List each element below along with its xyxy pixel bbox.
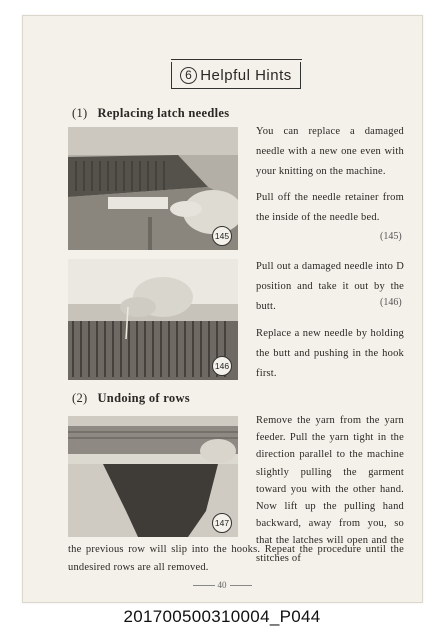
figure-label-145: 145: [212, 226, 232, 246]
title-text: Helpful Hints: [200, 66, 292, 84]
paragraph-replace-new-needle: Replace a new needle by holding the butt and pushing in the hook first.: [256, 328, 404, 379]
section-number: (1): [72, 106, 88, 120]
page-title: [171, 62, 301, 89]
image-caption: 201700500310004_P044: [123, 607, 321, 626]
page-number: [0, 580, 444, 590]
paragraph-pull-needle: Pull out a damaged needle into D position and take it out by the butt.: [256, 261, 404, 312]
section-number: (2): [72, 391, 88, 405]
title-number: 6: [180, 67, 197, 84]
figure-ref-145: (145): [380, 231, 402, 242]
paragraph-undoing-rows-side: Remove the yarn from the yarn feeder. Pull the yarn tight in the direction parallel to the machine slightly pulling the garment toward you with the other hand. Now lift up the pulling hand backward, away from you, so that the latches will open and the stitches of: [256, 415, 404, 564]
paragraph-needle-retainer: Pull off the needle retainer from the inside of the needle bed.: [256, 192, 404, 223]
figure-146-photo: [68, 259, 238, 380]
section-title: Replacing latch needles: [97, 106, 230, 120]
section-title: Undoing of rows: [97, 391, 190, 405]
figure-147-photo: [68, 416, 238, 537]
page-number-value: 40: [217, 580, 227, 590]
paragraph-undoing-rows-full: the previous row will slip into the hooks. Repeat the procedure until the undesired rows are all removed.: [68, 544, 404, 573]
paragraph-replace-needle: You can replace a damaged needle with a new one even with your knitting on the machine.: [256, 126, 404, 177]
figure-145-photo: [68, 127, 238, 250]
section-heading-undoing-rows: [72, 391, 190, 406]
figure-ref-146: (146): [380, 297, 402, 308]
section-heading-replacing-needles: [72, 106, 229, 121]
figure-label-146: 146: [212, 356, 232, 376]
figure-label-147: 147: [212, 513, 232, 533]
